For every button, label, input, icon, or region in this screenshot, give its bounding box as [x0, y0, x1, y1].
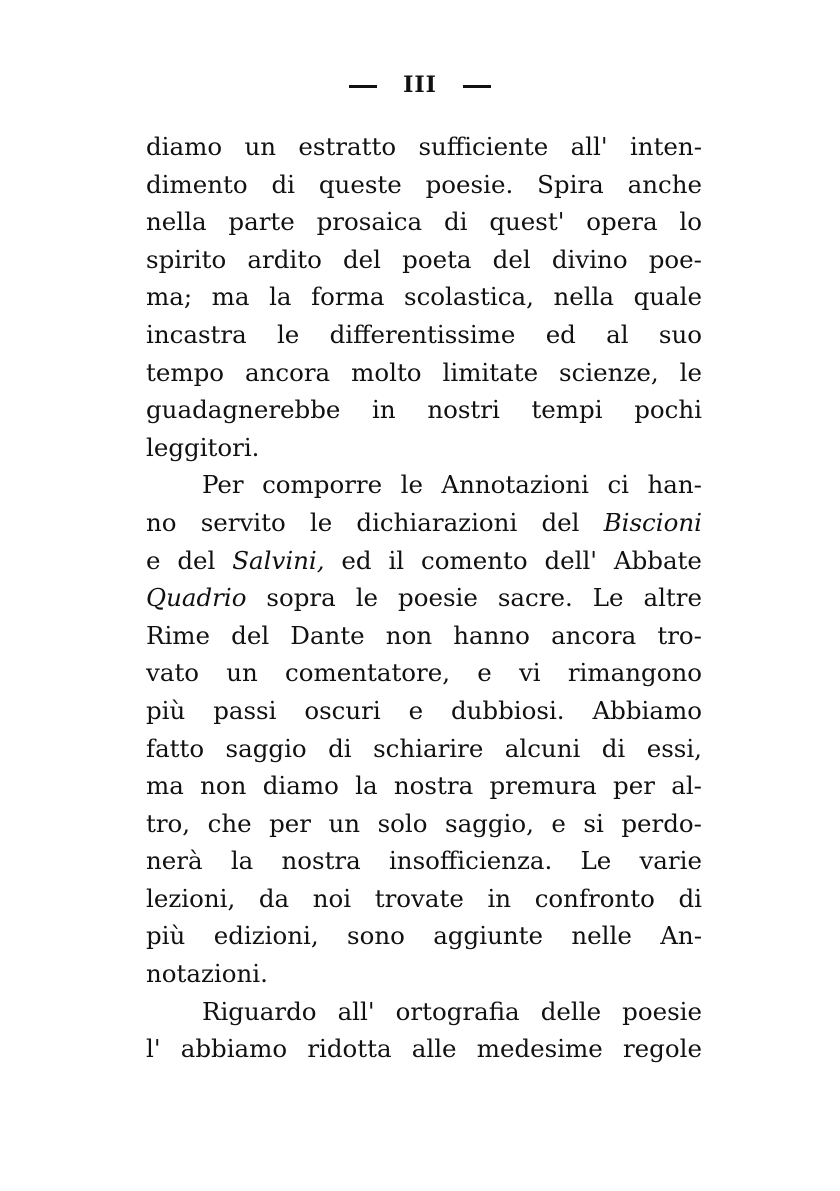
word: tempo — [146, 357, 225, 387]
word: poesie — [622, 996, 702, 1026]
word: poeta — [402, 244, 472, 274]
word: un — [226, 658, 258, 688]
word: fatto — [146, 733, 205, 763]
word: essi, — [646, 733, 702, 763]
header-dash-left — [349, 85, 377, 88]
word: insofficienza. — [388, 846, 553, 876]
paragraph — [146, 128, 702, 466]
word: un — [328, 808, 361, 838]
word: al- — [671, 771, 702, 801]
word: poe- — [648, 244, 702, 274]
word: quest' — [489, 207, 565, 237]
word: Riguardo — [202, 996, 317, 1026]
word: alle — [411, 1034, 457, 1064]
word: leggitori. — [146, 432, 260, 462]
text-line — [146, 241, 702, 279]
word: ed — [341, 545, 372, 575]
word: Annotazioni — [441, 470, 589, 500]
word: poesie. — [425, 169, 514, 199]
word: premura — [489, 771, 597, 801]
word: ma; — [146, 282, 193, 312]
text-line — [146, 542, 702, 580]
word: diamo — [262, 771, 339, 801]
page-header — [0, 72, 840, 98]
text-line — [146, 767, 702, 805]
word: nostri — [427, 395, 500, 425]
word: nostra — [281, 846, 361, 876]
word: schiarire — [373, 733, 484, 763]
word: all' — [337, 996, 375, 1026]
word: ed — [545, 319, 576, 349]
paragraph — [146, 466, 702, 992]
word: le — [276, 319, 300, 349]
word: dubbiosi. — [450, 695, 565, 725]
text-line — [146, 805, 702, 843]
word: Le — [592, 583, 624, 613]
word: di — [328, 733, 352, 763]
word: Per — [202, 470, 244, 500]
word: Salvini, — [232, 545, 325, 575]
word: vi — [518, 658, 541, 688]
text-line — [146, 429, 702, 467]
word: e — [146, 545, 161, 575]
text-line — [146, 391, 702, 429]
word: dichiarazioni — [356, 507, 518, 537]
word: in — [372, 395, 396, 425]
word: edizioni, — [213, 921, 319, 951]
word: comporre — [262, 470, 383, 500]
word: quale — [633, 282, 702, 312]
word: le — [309, 507, 333, 537]
word: le — [400, 470, 423, 500]
text-line — [146, 692, 702, 730]
word: ardito — [247, 244, 322, 274]
word: perdo- — [621, 808, 702, 838]
word: nella — [146, 207, 207, 237]
word: ridotta — [307, 1034, 392, 1064]
word: per — [269, 808, 312, 838]
text-line — [146, 993, 702, 1031]
word: le — [679, 357, 702, 387]
word: confronto — [534, 883, 655, 913]
word: ma — [211, 282, 250, 312]
word: ortografia — [395, 996, 520, 1026]
text-line — [146, 203, 702, 241]
word: divino — [551, 244, 628, 274]
word: le — [355, 583, 379, 613]
word: del — [492, 244, 531, 274]
word: Rime — [146, 620, 211, 650]
text-line — [146, 504, 702, 542]
word: nelle — [571, 921, 632, 951]
text-line — [146, 955, 702, 993]
text-line — [146, 316, 702, 354]
word: rimangono — [567, 658, 702, 688]
word: hanno — [453, 620, 530, 650]
word: servito — [200, 507, 286, 537]
text-line — [146, 579, 702, 617]
word: di — [678, 883, 702, 913]
text-line — [146, 166, 702, 204]
word: ma — [146, 771, 184, 801]
word: notazioni. — [146, 959, 268, 989]
word: dimento — [146, 169, 248, 199]
word: anche — [627, 169, 702, 199]
word: vato — [146, 658, 200, 688]
text-line — [146, 278, 702, 316]
word: lezioni, — [146, 883, 236, 913]
word: Biscioni — [603, 507, 702, 537]
word: e — [551, 808, 566, 838]
word: comentatore, — [285, 658, 451, 688]
word: Spira — [537, 169, 604, 199]
word: differentissime — [329, 319, 516, 349]
word: lo — [679, 207, 702, 237]
word: varie — [639, 846, 702, 876]
word: Abbate — [613, 545, 702, 575]
word: han- — [647, 470, 702, 500]
word: si — [583, 808, 604, 838]
word: la — [355, 771, 378, 801]
word: solo — [377, 808, 428, 838]
word: e — [408, 695, 424, 725]
word: oscuri — [304, 695, 381, 725]
word: guadagnerebbe — [146, 395, 341, 425]
word: la — [269, 282, 292, 312]
word: ci — [607, 470, 630, 500]
word: delle — [540, 996, 602, 1026]
word: non — [200, 771, 247, 801]
word: che — [207, 808, 252, 838]
word: opera — [586, 207, 658, 237]
word: dell' — [544, 545, 598, 575]
word: di — [271, 169, 296, 199]
word: saggio — [225, 733, 307, 763]
text-line — [146, 654, 702, 692]
text-line — [146, 354, 702, 392]
word: no — [146, 507, 177, 537]
word: abbiamo — [180, 1034, 288, 1064]
word: diamo — [146, 132, 223, 161]
word: molto — [351, 357, 422, 387]
word: inten- — [629, 132, 702, 161]
paragraph — [146, 993, 702, 1068]
word: comento — [421, 545, 528, 575]
word: altre — [643, 583, 702, 613]
word: del — [541, 507, 580, 537]
word: di — [601, 733, 626, 763]
text-line — [146, 1030, 702, 1068]
word: forma — [311, 282, 385, 312]
text-line — [146, 880, 702, 918]
word: più — [146, 921, 186, 951]
page-number: III — [403, 72, 437, 98]
word: del — [177, 545, 216, 575]
word: tempi — [531, 395, 603, 425]
word: parte — [228, 207, 295, 237]
word: l' — [146, 1034, 161, 1064]
word: Le — [580, 846, 612, 876]
word: da — [258, 883, 290, 913]
word: la — [230, 846, 254, 876]
word: noi — [312, 883, 352, 913]
word: in — [487, 883, 512, 913]
word: di — [443, 207, 468, 237]
word: sopra — [266, 583, 336, 613]
word: An- — [660, 921, 702, 951]
word: incastra — [146, 319, 247, 349]
word: non — [385, 620, 433, 650]
word: al — [606, 319, 629, 349]
word: nostra — [393, 771, 474, 801]
word: più — [146, 695, 186, 725]
word: nerà — [146, 846, 203, 876]
word: poesie — [398, 583, 478, 613]
text-line — [146, 917, 702, 955]
header-dash-right — [463, 85, 491, 88]
word: queste — [318, 169, 402, 199]
word: regole — [622, 1034, 702, 1064]
word: sono — [347, 921, 405, 951]
word: Dante — [290, 620, 365, 650]
word: Quadrio — [146, 583, 247, 613]
word: alcuni — [504, 733, 581, 763]
word: all' — [570, 132, 608, 161]
text-line — [146, 617, 702, 655]
word: nella — [553, 282, 614, 312]
word: trovate — [374, 883, 464, 913]
word: scienze, — [559, 357, 659, 387]
word: spirito — [146, 244, 227, 274]
word: estratto — [298, 132, 397, 161]
text-line — [146, 842, 702, 880]
page-body — [146, 128, 702, 1068]
word: del — [231, 620, 270, 650]
word: il — [388, 545, 405, 575]
text-line — [146, 730, 702, 768]
word: e — [477, 658, 492, 688]
word: medesime — [476, 1034, 603, 1064]
word: prosaica — [316, 207, 423, 237]
word: limitate — [442, 357, 539, 387]
word: ancora — [551, 620, 637, 650]
word: tro, — [146, 808, 191, 838]
word: sufficiente — [418, 132, 549, 161]
word: ancora — [244, 357, 331, 387]
word: pochi — [634, 395, 702, 425]
word: per — [613, 771, 655, 801]
text-line — [146, 128, 702, 166]
word: sacre. — [497, 583, 573, 613]
word: un — [244, 132, 277, 161]
word: scolastica, — [404, 282, 534, 312]
word: del — [342, 244, 381, 274]
word: tro- — [657, 620, 702, 650]
word: suo — [658, 319, 702, 349]
word: saggio, — [445, 808, 534, 838]
word: Abbiamo — [592, 695, 702, 725]
text-line — [146, 466, 702, 504]
word: passi — [213, 695, 277, 725]
word: aggiunte — [433, 921, 543, 951]
